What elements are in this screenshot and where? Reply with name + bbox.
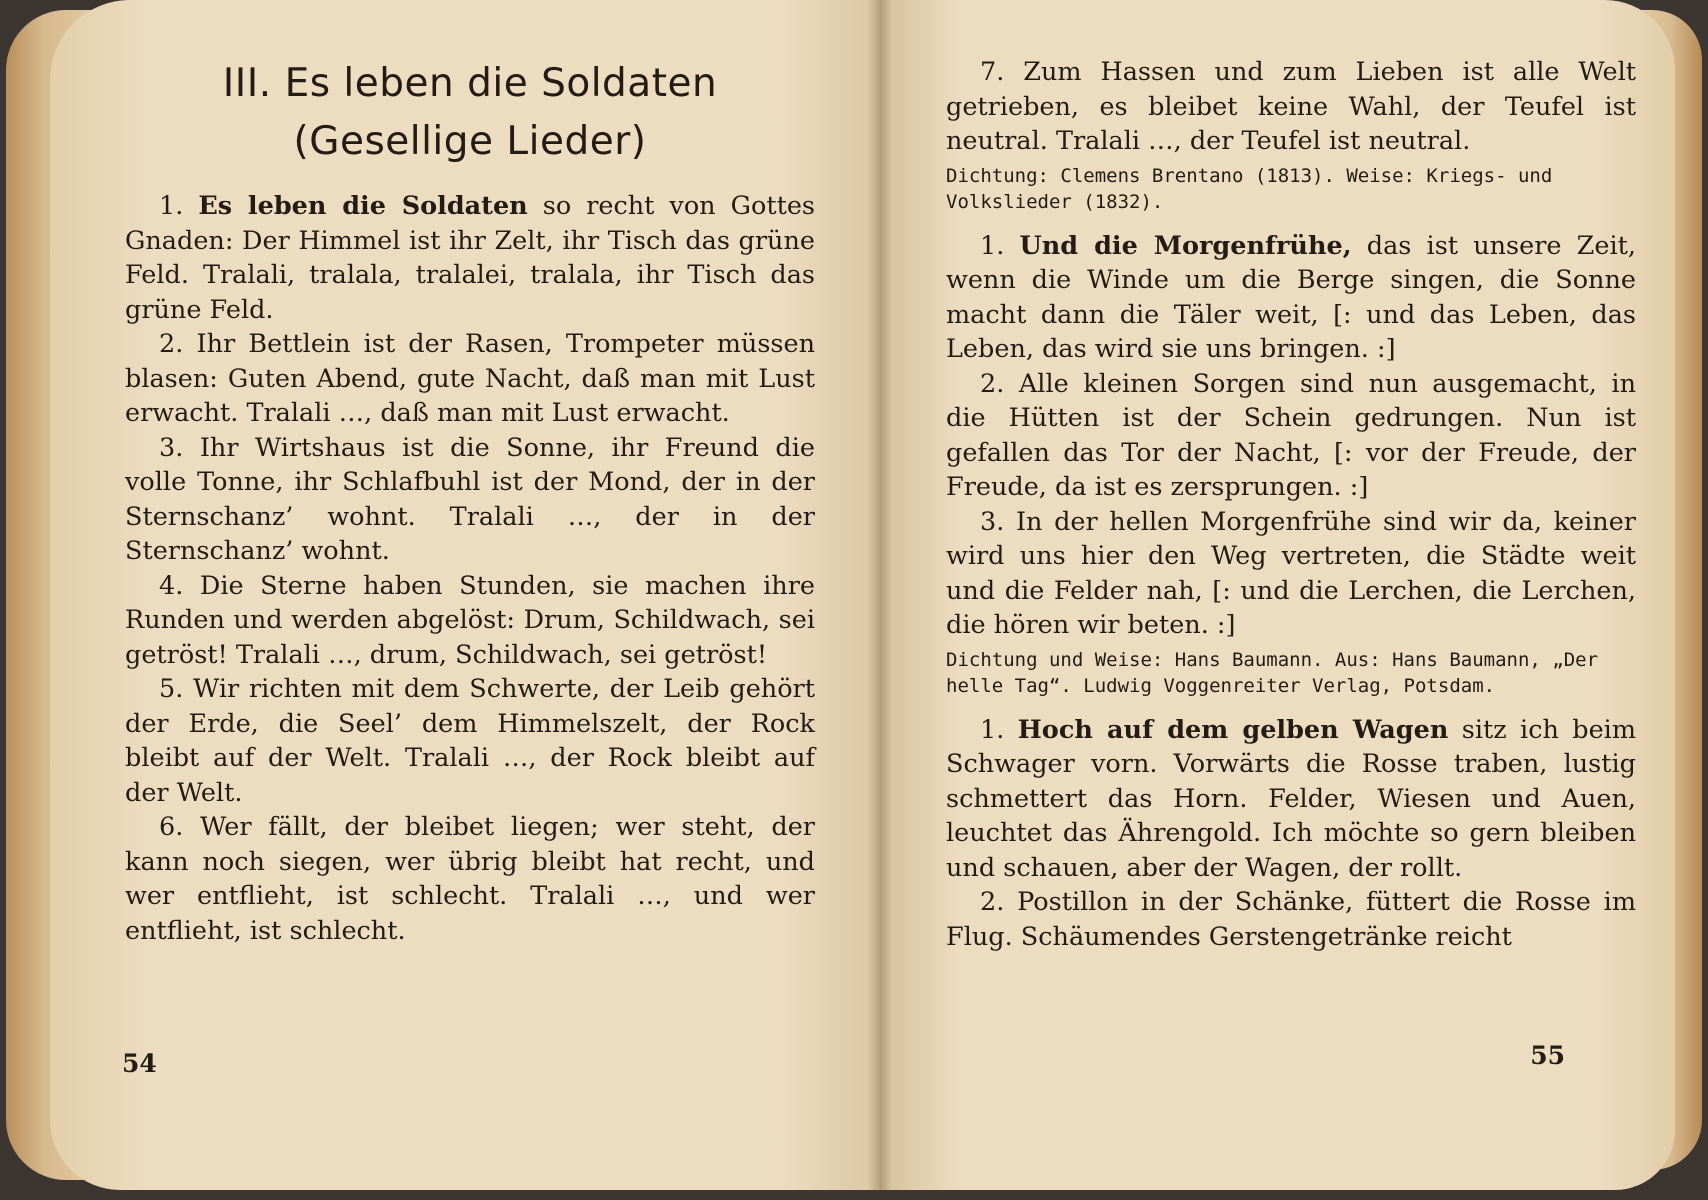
left-page-content <box>125 55 815 948</box>
verse-number: 2. <box>980 368 1005 399</box>
verse <box>125 569 815 673</box>
verse-number: 3. <box>980 506 1005 537</box>
verse-text: Wer fällt, der bleibet liegen; wer steht, der kann noch siegen, wer übrig bleibt hat recht, und wer entflieht, ist schlecht. Tralali …, und wer entflieht, ist schlecht. <box>125 812 815 946</box>
verse-text: Wir richten mit dem Schwerte, der Leib gehört der Erde, die Seel’ dem Himmelszelt, der Rock bleibt auf der Welt. Tralali …, der Rock bleibt auf der Welt. <box>125 674 815 808</box>
verse <box>946 367 1636 505</box>
verse-number: 1. <box>159 191 184 221</box>
verse-text: so recht von Gottes Gnaden: Der Himmel ist ihr Zelt, ihr Tisch das grüne Feld. Tralali, tralala, tralalei, tralala, ihr Tisch das grüne Feld. <box>125 191 816 325</box>
verse-text: Ihr Wirtshaus ist die Sonne, ihr Freund die volle Tonne, ihr Schlafbuhl ist der Mond, der in der Sternschanz’ wohnt. Tralali …, der in der Sternschanz’ wohnt. <box>125 432 815 566</box>
song-credit: Dichtung und Weise: Hans Baumann. Aus: Hans Baumann, „Der helle Tag“. Ludwig Voggenreiter Verlag, Potsdam. <box>946 648 1599 697</box>
song-title-lead: Es leben die Soldaten <box>198 191 528 221</box>
song-title-lead: Hoch auf dem gelben Wagen <box>1017 714 1449 745</box>
verse-number: 1. <box>980 230 1005 261</box>
right-page <box>880 0 1675 1190</box>
verse <box>946 505 1636 643</box>
verse <box>946 885 1636 954</box>
verse-text: Alle kleinen Sorgen sind nun ausgemacht, in die Hütten ist der Schein gedrungen. Nun ist gefallen das Tor der Nacht, [: vor der Freude, der Freude, da ist es zersprungen. :] <box>946 368 1636 502</box>
verse <box>125 672 815 810</box>
verse <box>946 713 1636 886</box>
verse <box>125 431 815 569</box>
right-page-content <box>946 55 1636 954</box>
verse-text: das ist unsere Zeit, wenn die Winde um die Berge singen, die Sonne macht dann die Täler weit, [: und das Leben, das Leben, das wird sie uns bringen. :] <box>946 230 1636 364</box>
verse-text: Ihr Bettlein ist der Rasen, Trompeter müssen blasen: Guten Abend, gute Nacht, daß man mit Lust erwacht. Tralali …, daß man mit Lust erwacht. <box>125 329 815 428</box>
verse <box>125 810 815 948</box>
verse-number: 5. <box>159 674 184 704</box>
verse-number: 6. <box>159 812 184 842</box>
verse-text: Postillon in der Schänke, füttert die Rosse im Flug. Schäumendes Gerstengetränke reicht <box>946 887 1636 952</box>
song-credit: Dichtung: Clemens Brentano (1813). Weise: Kriegs- und Volkslieder (1832). <box>946 164 1553 213</box>
chapter-title-line2: (Gesellige Lieder) <box>293 119 647 164</box>
song-title-lead: Und die Morgenfrühe, <box>1019 230 1352 261</box>
verse-text: Zum Hassen und zum Lieben ist alle Welt getrieben, es bleibet keine Wahl, der Teufel ist neutral. Tralali …, der Teufel ist neutral. <box>946 57 1637 156</box>
verse-number: 2. <box>159 329 184 359</box>
verse <box>946 229 1636 367</box>
page-number-right: 55 <box>1530 1041 1565 1070</box>
verse-text: In der hellen Morgenfrühe sind wir da, keiner wird uns hier den Weg vertreten, die Städte weit und die Felder nah, [: und die Lerchen, die Lerchen, die hören wir beten. :] <box>946 506 1636 640</box>
page-number-left: 54 <box>122 1049 157 1078</box>
verse-number: 2. <box>980 887 1005 917</box>
verse-number: 4. <box>159 570 184 601</box>
verse-text: Die Sterne haben Stunden, sie machen ihre Runden und werden abgelöst: Drum, Schildwach, sei getröst! Tralali …, drum, Schildwach, sei getröst! <box>125 570 815 670</box>
verse <box>125 189 815 327</box>
chapter-title <box>125 55 815 171</box>
verse-text: sitz ich beim Schwager vorn. Vorwärts die Rosse traben, lustig schmettert das Horn. Felder, Wiesen und Auen, leuchtet das Ährengold. Ich möchte so gern bleiben und schauen, aber der Wagen, der rollt. <box>946 714 1637 883</box>
book-gutter <box>868 0 892 1190</box>
chapter-title-line1: III. Es leben die Soldaten <box>222 61 718 106</box>
verse-number: 1. <box>980 714 1005 745</box>
verse <box>946 55 1636 159</box>
verse-number: 3. <box>159 432 184 463</box>
left-page <box>50 0 880 1190</box>
verse <box>125 327 815 431</box>
verse-number: 7. <box>980 57 1005 87</box>
